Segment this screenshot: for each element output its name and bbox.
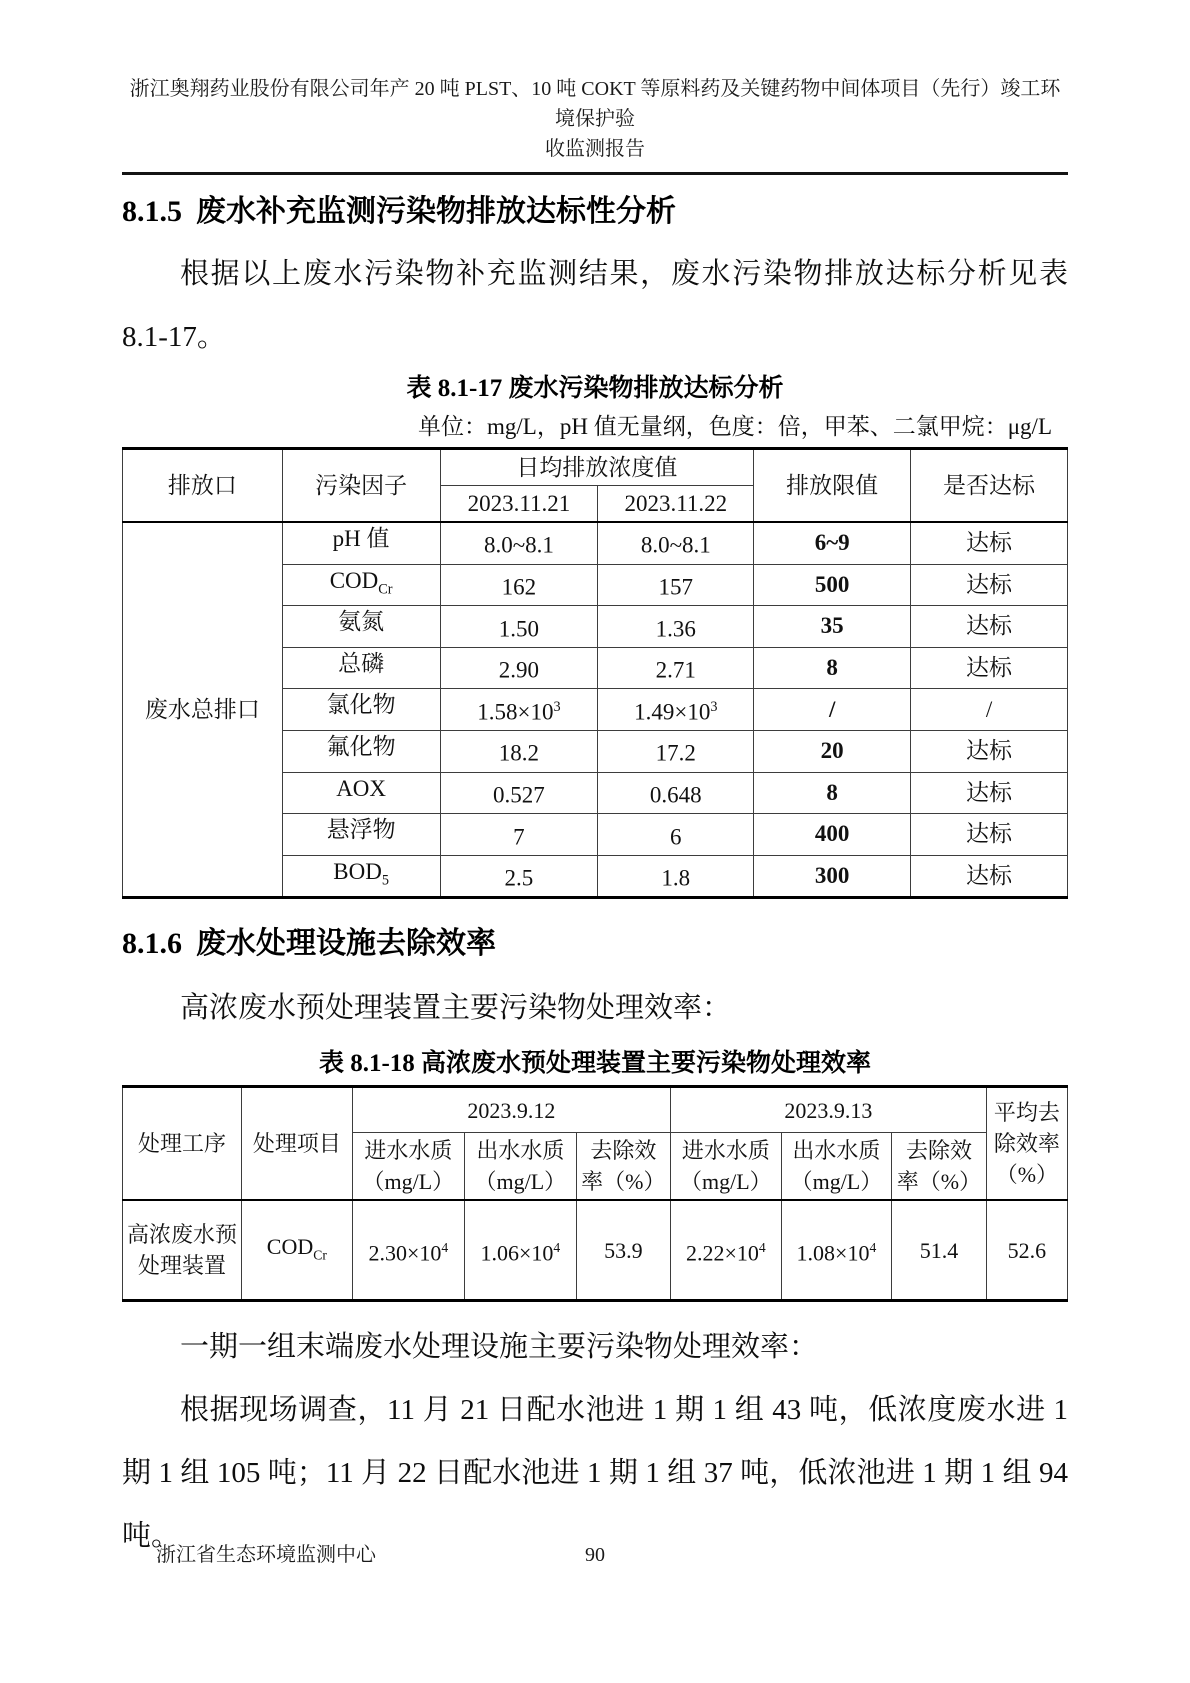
outlet-header-cell: 排放口 — [123, 449, 283, 523]
value-text: 1.08×10 — [796, 1240, 870, 1266]
section-title: 废水处理设施去除效率 — [196, 927, 496, 961]
limit-cell: 400 — [754, 814, 911, 856]
factor-text: pH 值 — [332, 526, 390, 551]
value-cell — [671, 1200, 782, 1301]
value-cell — [440, 647, 598, 689]
factor-cell — [282, 522, 440, 564]
limit-header-cell: 排放限值 — [754, 449, 911, 523]
limit-cell: 300 — [754, 855, 911, 898]
value-text: 6 — [670, 824, 682, 850]
factor-cell — [282, 772, 440, 814]
table-row — [123, 1200, 1068, 1301]
status-cell: 达标 — [911, 814, 1068, 856]
table-8-1-17 — [122, 447, 1068, 899]
value-cell — [440, 606, 598, 648]
value-text: 162 — [501, 574, 537, 600]
item-text: COD — [266, 1233, 314, 1259]
value-cell — [598, 522, 754, 564]
value-text: 1.49×10 — [634, 699, 711, 725]
value-cell — [598, 689, 754, 731]
date1-header-cell: 2023.9.12 — [352, 1087, 670, 1133]
header-divider — [122, 172, 1068, 175]
outflow-header-cell: 出水水质（mg/L） — [465, 1133, 577, 1201]
item-cell — [242, 1200, 353, 1301]
value-cell: 52.6 — [986, 1200, 1067, 1301]
factor-subscript: 5 — [381, 872, 389, 889]
section-heading-8-1-5 — [122, 191, 1068, 233]
removal-header-cell: 去除效率（%） — [892, 1133, 987, 1201]
value-cell — [598, 772, 754, 814]
value-cell — [598, 730, 754, 772]
item-subscript: Cr — [313, 1247, 327, 1263]
status-cell: 达标 — [911, 564, 1068, 606]
status-cell: 达标 — [911, 606, 1068, 648]
status-cell: 达标 — [911, 522, 1068, 564]
value-cell — [598, 855, 754, 898]
section-number: 8.1.6 — [122, 927, 182, 961]
value-text: 157 — [658, 574, 694, 600]
value-cell — [440, 522, 598, 564]
value-text: 0.527 — [493, 782, 545, 808]
header-title-line1: 浙江奥翔药业股份有限公司年产 20 吨 PLST、10 吨 COKT 等原料药及关键药物中间体项目（先行）竣工环境保护验 — [129, 78, 1061, 130]
value-cell — [440, 564, 598, 606]
item-header-cell: 处理项目 — [242, 1087, 353, 1201]
factor-text: AOX — [336, 775, 387, 801]
value-superscript: 3 — [553, 698, 561, 715]
limit-cell: 8 — [754, 772, 911, 814]
factor-cell — [282, 647, 440, 689]
limit-cell: 500 — [754, 564, 911, 606]
factor-subscript: Cr — [378, 581, 393, 598]
limit-cell: 8 — [754, 647, 911, 689]
value-cell — [598, 564, 754, 606]
factor-cell — [282, 689, 440, 731]
factor-cell — [282, 730, 440, 772]
limit-cell: 20 — [754, 730, 911, 772]
factor-text: 总磷 — [338, 650, 385, 676]
factor-cell — [282, 814, 440, 856]
value-superscript: 4 — [869, 1240, 877, 1256]
factor-cell — [282, 564, 440, 606]
value-text: 18.2 — [498, 741, 540, 767]
value-text: 2.90 — [498, 657, 540, 683]
avg-removal-header-cell: 平均去除效率（%） — [986, 1087, 1067, 1201]
factor-text: BOD — [333, 858, 382, 884]
value-cell — [440, 814, 598, 856]
factor-header-cell: 污染因子 — [282, 449, 440, 523]
value-cell — [440, 772, 598, 814]
paragraph-terminal: 一期一组末端废水处理设施主要污染物处理效率： — [180, 1331, 819, 1364]
factor-text: 悬浮物 — [326, 817, 396, 843]
status-cell: / — [911, 689, 1068, 731]
daily-concentration-header-cell: 日均排放浓度值 — [440, 449, 754, 486]
status-cell: 达标 — [911, 647, 1068, 689]
value-text: 1.8 — [661, 865, 691, 891]
table-header-row — [123, 1087, 1068, 1133]
value-cell — [440, 689, 598, 731]
paragraph-intro: 根据以上废水污染物补充监测结果，废水污染物排放达标分析见表 8.1-17。 — [122, 258, 1068, 353]
paragraph-pretreatment: 高浓废水预处理装置主要污染物处理效率： — [180, 992, 732, 1025]
header-title-line2: 收监测报告 — [545, 138, 645, 160]
value-superscript: 4 — [441, 1240, 449, 1256]
inflow-header-cell: 进水水质（mg/L） — [671, 1133, 782, 1201]
value-text: 7 — [513, 824, 525, 850]
status-cell: 达标 — [911, 730, 1068, 772]
date2-header-cell: 2023.11.22 — [598, 486, 754, 523]
factor-cell — [282, 855, 440, 898]
table-8-1-17-title: 表 8.1-17 废水污染物排放达标分析 — [406, 375, 784, 402]
table-8-1-17-unit-note: 单位：mg/L，pH 值无量纲，色度：倍，甲苯、二氯甲烷：μg/L — [418, 414, 1052, 439]
paragraph-survey: 根据现场调查，11 月 21 日配水池进 1 期 1 组 43 吨，低浓度废水进 1 期 1 组 105 吨；11 月 22 日配水池进 1 期 1 组 37 吨，低浓池进 1 期 1 组 94 吨。 — [122, 1394, 1068, 1553]
limit-cell: / — [754, 689, 911, 731]
value-text: 17.2 — [655, 741, 696, 767]
value-text: 1.36 — [655, 616, 696, 642]
factor-text: 氨氮 — [338, 609, 385, 635]
value-text: 1.06×10 — [480, 1240, 554, 1266]
value-cell — [598, 814, 754, 856]
date2-header-cell: 2023.9.13 — [671, 1087, 987, 1133]
value-cell: 53.9 — [576, 1200, 671, 1301]
status-header-cell: 是否达标 — [911, 449, 1068, 523]
table-row — [123, 522, 1068, 564]
factor-text: 氯化物 — [326, 692, 396, 718]
value-text: 2.22×10 — [685, 1240, 759, 1266]
value-text: 2.71 — [655, 657, 696, 683]
date1-header-cell: 2023.11.21 — [440, 486, 598, 523]
value-superscript: 3 — [710, 698, 718, 715]
section-number: 8.1.5 — [122, 195, 182, 228]
value-text: 2.30×10 — [368, 1240, 442, 1266]
limit-cell: 6~9 — [754, 522, 911, 564]
value-text: 8.0~8.1 — [483, 533, 554, 559]
value-cell — [352, 1200, 464, 1301]
process-cell: 高浓废水预处理装置 — [123, 1200, 242, 1301]
factor-cell — [282, 606, 440, 648]
value-superscript: 4 — [553, 1240, 561, 1256]
footer-organization: 浙江省生态环境监测中心 — [156, 1544, 376, 1566]
status-cell: 达标 — [911, 855, 1068, 898]
value-superscript: 4 — [758, 1240, 766, 1256]
value-cell — [781, 1200, 892, 1301]
value-text: 2.5 — [504, 865, 534, 891]
value-cell — [598, 647, 754, 689]
table-header-row — [123, 449, 1068, 486]
value-cell — [440, 730, 598, 772]
factor-text: 氟化物 — [326, 733, 396, 759]
value-text: 0.648 — [649, 782, 702, 808]
value-text: 1.50 — [498, 616, 540, 642]
value-cell — [440, 855, 598, 898]
value-text: 8.0~8.1 — [640, 533, 711, 559]
section-heading-8-1-6 — [122, 923, 1068, 965]
page-number: 90 — [585, 1544, 605, 1566]
factor-text: COD — [329, 567, 379, 593]
limit-cell: 35 — [754, 606, 911, 648]
value-cell — [465, 1200, 577, 1301]
inflow-header-cell: 进水水质（mg/L） — [352, 1133, 464, 1201]
value-cell: 51.4 — [892, 1200, 987, 1301]
process-header-cell: 处理工序 — [123, 1087, 242, 1201]
removal-header-cell: 去除效率（%） — [576, 1133, 671, 1201]
table-8-1-18 — [122, 1085, 1068, 1302]
page-header — [122, 74, 1068, 164]
outflow-header-cell: 出水水质（mg/L） — [781, 1133, 892, 1201]
outlet-cell: 废水总排口 — [123, 522, 283, 898]
status-cell: 达标 — [911, 772, 1068, 814]
value-text: 1.58×10 — [477, 699, 554, 725]
value-cell — [598, 606, 754, 648]
section-title: 废水补充监测污染物排放达标性分析 — [196, 195, 676, 228]
table-8-1-18-title: 表 8.1-18 高浓废水预处理装置主要污染物处理效率 — [318, 1050, 872, 1078]
